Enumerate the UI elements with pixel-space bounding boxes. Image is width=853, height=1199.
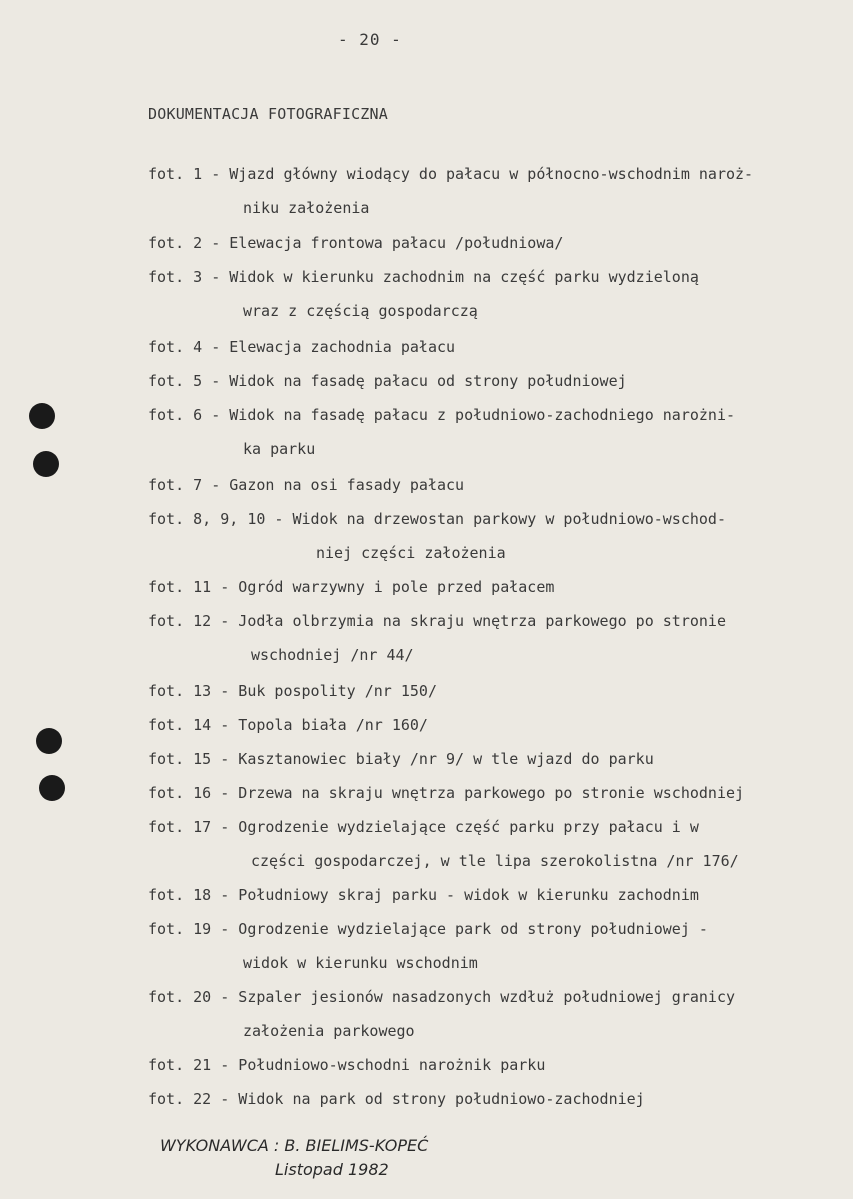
photo-entry-line: fot. 8, 9, 10 - Widok na drzewostan parkowy w południowo-wschod-: [148, 510, 726, 528]
punch-hole: [33, 451, 59, 477]
punch-hole: [29, 403, 55, 429]
photo-entry-line: fot. 5 - Widok na fasadę pałacu od strony południowej: [148, 372, 627, 390]
photo-entry-continuation: widok w kierunku wschodnim: [243, 954, 478, 972]
photo-entry-line: fot. 4 - Elewacja zachodnia pałacu: [148, 338, 456, 356]
page-title: DOKUMENTACJA FOTOGRAFICZNA: [148, 105, 388, 123]
photo-entry-line: fot. 12 - Jodła olbrzymia na skraju wnętrza parkowego po stronie: [148, 612, 726, 630]
photo-entry-line: fot. 19 - Ogrodzenie wydzielające park od strony południowej -: [148, 920, 708, 938]
punch-hole: [39, 775, 65, 801]
photo-entry-line: fot. 21 - Południowo-wschodni narożnik parku: [148, 1056, 546, 1074]
signature-author: WYKONAWCA : B. BIELIMS-KOPEĆ: [160, 1136, 429, 1155]
photo-entry-continuation: części gospodarczej, w tle lipa szerokolistna /nr 176/: [251, 852, 739, 870]
photo-entry-line: fot. 13 - Buk pospolity /nr 150/: [148, 682, 437, 700]
photo-entry-line: fot. 20 - Szpaler jesionów nasadzonych wzdłuż południowej granicy: [148, 988, 735, 1006]
photo-entry-continuation: ka parku: [243, 440, 316, 458]
photo-entry-continuation: niej części założenia: [316, 544, 506, 562]
photo-entry-continuation: niku założenia: [243, 199, 370, 217]
photo-entry-line: fot. 7 - Gazon na osi fasady pałacu: [148, 476, 465, 494]
photo-entry-line: fot. 6 - Widok na fasadę pałacu z południowo-zachodniego narożni-: [148, 406, 735, 424]
page-number: - 20 -: [338, 30, 402, 49]
punch-hole: [36, 728, 62, 754]
photo-entry-line: fot. 14 - Topola biała /nr 160/: [148, 716, 428, 734]
photo-entry-line: fot. 1 - Wjazd główny wiodący do pałacu w północno-wschodnim naroż-: [148, 165, 754, 183]
photo-entry-continuation: założenia parkowego: [243, 1022, 415, 1040]
photo-entry-continuation: wschodniej /nr 44/: [251, 646, 414, 664]
photo-entry-line: fot. 2 - Elewacja frontowa pałacu /południowa/: [148, 234, 564, 252]
photo-entry-line: fot. 17 - Ogrodzenie wydzielające część parku przy pałacu i w: [148, 818, 699, 836]
photo-entry-line: fot. 22 - Widok na park od strony południowo-zachodniej: [148, 1090, 645, 1108]
signature-date: Listopad 1982: [275, 1160, 389, 1179]
photo-entry-line: fot. 3 - Widok w kierunku zachodnim na część parku wydzieloną: [148, 268, 699, 286]
photo-entry-continuation: wraz z częścią gospodarczą: [243, 302, 478, 320]
photo-entry-line: fot. 11 - Ogród warzywny i pole przed pałacem: [148, 578, 555, 596]
photo-entry-line: fot. 15 - Kasztanowiec biały /nr 9/ w tle wjazd do parku: [148, 750, 654, 768]
photo-entry-line: fot. 18 - Południowy skraj parku - widok w kierunku zachodnim: [148, 886, 699, 904]
photo-entry-line: fot. 16 - Drzewa na skraju wnętrza parkowego po stronie wschodniej: [148, 784, 745, 802]
